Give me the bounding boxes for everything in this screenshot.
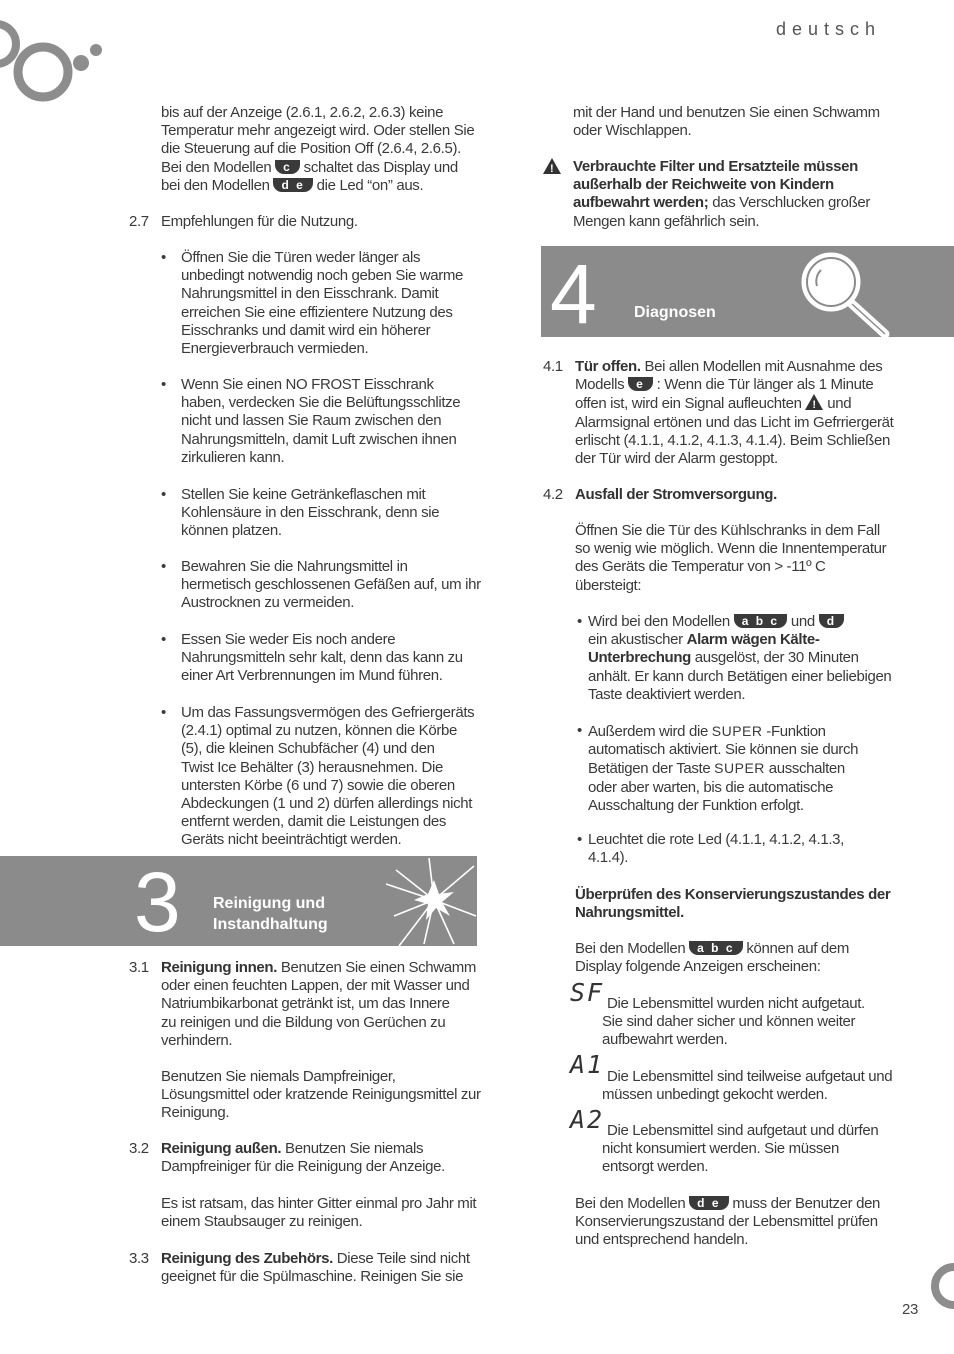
model-badge-c: c [275, 160, 300, 174]
section-number-large: 4 [550, 247, 597, 341]
section-paragraph: Reinigung innen. Benutzen Sie einen Schwamm oder einen feuchten Lappen, der mit Wasser und Natriumbikarbonat getränkt ist, um das Innere zu reinigen und die Bildung von Gerüchen zu verhindern. [161, 959, 477, 1049]
section-number: 3.1 [129, 959, 149, 976]
warning-icon [543, 158, 561, 174]
model-badge-e: e [628, 377, 653, 391]
list-item: Öffnen Sie die Türen weder länger als unbedingt notwendig noch geben Sie warme Nahrungsmittel in den Eisschrank. Damit erreichen Sie eine effizientere Nutzung des Eisschranks und damit wird ein höherer Energieverbrauch vermieden. [181, 249, 464, 358]
subsection-heading: Überprüfen des Konservierungszustandes der Nahrungsmittel. [575, 886, 891, 922]
code-description: Die Lebensmittel sind aufgetaut und dürfen [607, 1122, 879, 1139]
section-3-banner [0, 855, 477, 949]
model-badge-d: d [819, 614, 844, 628]
page-number: 23 [902, 1301, 918, 1318]
section-paragraph: Es ist ratsam, das hinter Gitter einmal pro Jahr mit einem Staubsauger zu reinigen. [161, 1195, 477, 1231]
list-item: Bewahren Sie die Nahrungsmittel in hermetisch geschlossenen Gefäßen auf, um ihr Austrocknen zu vermeiden. [181, 558, 481, 612]
section-number: 4.1 [543, 358, 563, 375]
brand-logo [0, 0, 110, 110]
code-description: Sie sind daher sicher und können weiter aufbewahrt werden. [602, 1013, 856, 1049]
list-item: Wird bei den Modellen a b c und d ein akustischer Alarm wägen Kälte- Unterbrechung ausgelöst, der 30 Minuten anhält. Er kann durch Betätigen einer beliebigen Taste deaktiviert werden. [588, 613, 892, 703]
corner-circle-decoration [918, 1262, 954, 1312]
warning-note: Verbrauchte Filter und Ersatzteile müssen außerhalb der Reichweite von Kindern aufbewahrt werden; das Verschlucken großer Mengen kann gefährlich sein. [573, 158, 871, 230]
section-number: 3.2 [129, 1140, 149, 1157]
list-item: Stellen Sie keine Getränkeflaschen mit Kohlensäure in den Eisschrank, denn sie können platzen. [181, 486, 440, 540]
bullet-dot: • [161, 376, 166, 393]
section-paragraph: Tür offen. Bei allen Modellen mit Ausnahme des Modells e : Wenn die Tür länger als 1 Minute offen ist, wird ein Signal aufleuchten ! und Alarmsignal ertönen und das Licht im Gefrriergerät erlischt (4.1.1, 4.1.2, 4.1.3, 4.1.4). Beim Schließen der Tür wird der Alarm gestoppt. [575, 358, 915, 468]
section-paragraph: Benutzen Sie niemals Dampfreiniger, Lösungsmittel oder kratzende Reinigungsmittel zur Reinigung. [161, 1068, 481, 1122]
section-4-banner [541, 246, 954, 341]
model-badge-de: d e [689, 1196, 728, 1210]
section-number: 3.3 [129, 1250, 149, 1267]
bullet-dot: • [577, 613, 582, 630]
section-paragraph: Bei den Modellen d e muss der Benutzer den Konservierungszustand der Lebensmittel prüfen und entsprechend handeln. [575, 1195, 881, 1249]
section-number-large: 3 [134, 855, 181, 949]
magnifier-icon [797, 246, 897, 337]
list-item: Um das Fassungsvermögen des Gefriergeräts (2.4.1) optimal zu nutzen, können die Körbe (5), die kleinen Schubfächer (4) und den Twist Ice Behälter (3) herausnehmen. Die untersten Körbe (6 und 7) sowie die oberen Abdeckungen (1 und 2) dürfen allerdings nicht entfernt werden, damit die Leistungen des Geräts nicht beeinträchtigt werden. [181, 704, 475, 849]
bullet-dot: • [161, 631, 166, 648]
language-label: deutsch [776, 19, 882, 39]
code-description: müssen unbedingt gekocht werden. [602, 1086, 828, 1103]
bullet-dot: • [577, 722, 582, 739]
model-badge-abc: a b c [734, 614, 787, 628]
section-paragraph: Bei den Modellen a b c können auf dem Display folgende Anzeigen erscheinen: [575, 940, 850, 976]
bullet-dot: • [161, 704, 166, 721]
display-code-sf: SF [570, 978, 605, 1007]
section-paragraph: Reinigung außen. Benutzen Sie niemals Dampfreiniger für die Reinigung der Anzeige. [161, 1140, 445, 1176]
list-item: Wenn Sie einen NO FROST Eisschrank haben, verdecken Sie die Belüftungsschlitze nicht und lassen Sie Raum zwischen den Nahrungsmitteln, damit Luft zwischen ihnen zirkulieren kann. [181, 376, 461, 466]
section-paragraph: Reinigung des Zubehörs. Diese Teile sind nicht geeignet für die Spülmaschine. Reinigen Sie sie [161, 1250, 470, 1286]
code-description: Die Lebensmittel wurden nicht aufgetaut. [607, 995, 865, 1012]
section-title: Reinigung und Instandhaltung [213, 895, 328, 933]
section-number: 4.2 [543, 486, 563, 503]
bullet-dot: • [161, 558, 166, 575]
display-code-a1: A1 [570, 1050, 605, 1079]
section-heading: Ausfall der Stromversorgung. [575, 486, 777, 503]
code-description: Die Lebensmittel sind teilweise aufgetaut und [607, 1068, 893, 1085]
bullet-dot: • [161, 249, 166, 266]
continued-paragraph: mit der Hand und benutzen Sie einen Schwamm oder Wischlappen. [573, 104, 880, 140]
sparkle-icon [384, 856, 477, 946]
section-number: 2.7 [129, 213, 149, 230]
section-title: Diagnosen [634, 304, 716, 321]
model-badge-abc: a b c [689, 941, 742, 955]
code-description: nicht konsumiert werden. Sie müssen entsorgt werden. [602, 1140, 840, 1176]
model-badge-de: d e [273, 178, 312, 192]
intro-paragraph: bis auf der Anzeige (2.6.1, 2.6.2, 2.6.3) keine Temperatur mehr angezeigt wird. Oder stellen Sie die Steuerung auf die Position Off (2.6.4, 2.6.5). Bei den Modellen c schaltet das Display und bei den Modellen d e die Led “on” aus. [161, 104, 475, 194]
list-item: Essen Sie weder Eis noch andere Nahrungsmitteln sehr kalt, denn das kann zu einer Art Verbrennungen im Mund führen. [181, 631, 463, 685]
bullet-dot: • [577, 831, 582, 848]
section-heading: Empfehlungen für die Nutzung. [161, 213, 358, 230]
bullet-dot: • [161, 486, 166, 503]
display-code-a2: A2 [570, 1105, 605, 1134]
list-item: Außerdem wird die SUPER -Funktion automatisch aktiviert. Sie können sie durch Betätigen der Taste SUPER ausschalten oder aber warten, bis die automatische Ausschaltung der Funktion erfolgt. [588, 723, 859, 814]
warning-icon [805, 394, 823, 410]
list-item: Leuchtet die rote Led (4.1.1, 4.1.2, 4.1.3, 4.1.4). [588, 831, 844, 867]
section-paragraph: Öffnen Sie die Tür des Kühlschranks in dem Fall so wenig wie möglich. Wenn die Innentemperatur des Geräts die Temperatur von > -11º C übersteigt: [575, 522, 887, 594]
